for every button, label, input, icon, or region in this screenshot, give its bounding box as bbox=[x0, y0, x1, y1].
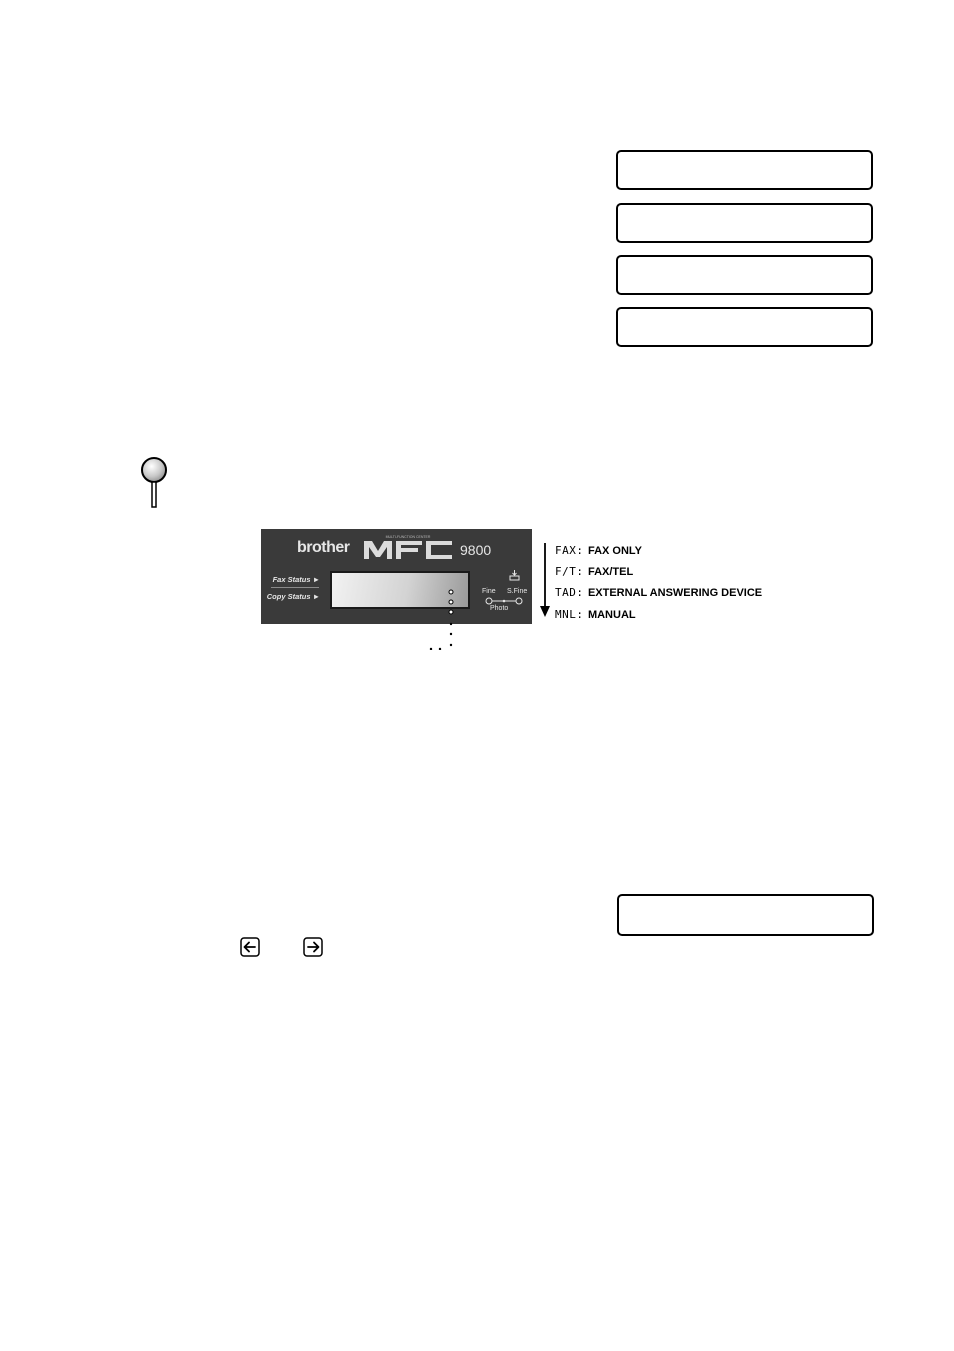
lcd-display-box bbox=[617, 894, 874, 936]
mode-item-tad: TAD: EXTERNAL ANSWERING DEVICE bbox=[555, 586, 763, 599]
fax-status-label: Fax Status ► bbox=[272, 575, 320, 584]
photo-label: Photo bbox=[490, 605, 509, 612]
down-arrow-icon bbox=[538, 543, 552, 617]
mode-item-manual: MNL: MANUAL bbox=[555, 608, 636, 621]
mode-item-fax-tel: F/T: FAX/TEL bbox=[555, 565, 634, 578]
left-arrow-key-icon bbox=[240, 937, 260, 957]
led-dots-icon bbox=[425, 588, 457, 650]
brand-logo-text: brother bbox=[297, 539, 350, 556]
lcd-display-box bbox=[616, 203, 873, 243]
divider bbox=[271, 587, 319, 588]
lcd-display-box bbox=[616, 150, 873, 190]
control-panel-illustration bbox=[261, 529, 532, 624]
super-fine-label: S.Fine bbox=[507, 588, 528, 595]
mode-item-fax: FAX: FAX ONLY bbox=[555, 544, 642, 557]
resolution-indicator bbox=[477, 569, 532, 619]
magnifier-icon bbox=[137, 456, 171, 510]
resolution-icon bbox=[509, 570, 520, 581]
mfc-logo bbox=[362, 533, 454, 561]
fine-label: Fine bbox=[482, 588, 496, 595]
lcd-display-box bbox=[616, 307, 873, 347]
model-number: 9800 bbox=[460, 542, 492, 558]
svg-text:MULTI-FUNCTION CENTER: MULTI-FUNCTION CENTER bbox=[385, 535, 431, 539]
right-arrow-key-icon bbox=[303, 937, 323, 957]
lcd-display-box bbox=[616, 255, 873, 295]
copy-status-label: Copy Status ► bbox=[266, 592, 320, 601]
